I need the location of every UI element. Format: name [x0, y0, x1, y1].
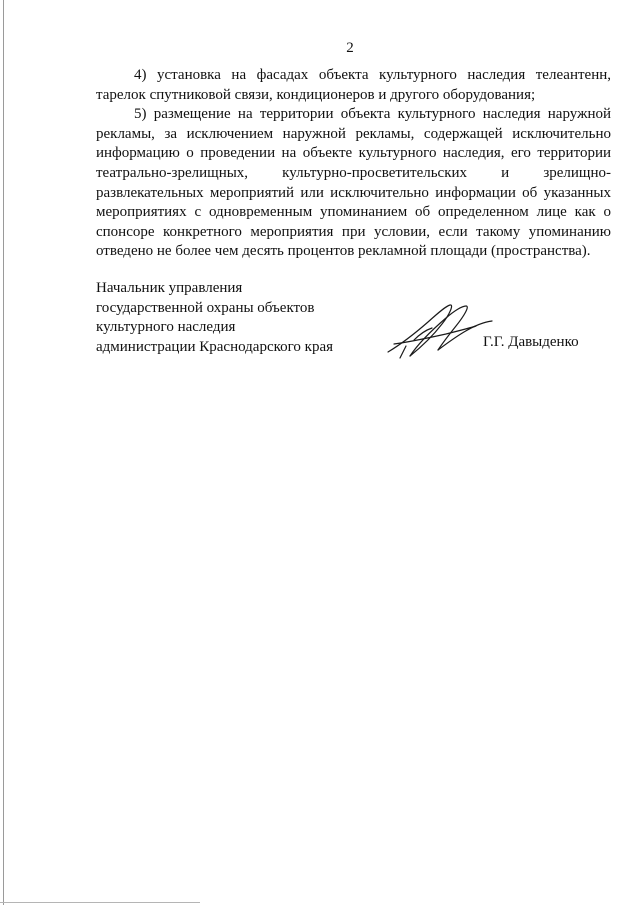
page-number: 2: [346, 40, 354, 56]
signatory-title: [96, 279, 356, 357]
scan-bottom-edge: [0, 902, 200, 903]
signatory-title-line: Начальник управления: [96, 280, 243, 296]
document-body: [96, 66, 611, 262]
paragraph-item-5: 5) размещение на территории объекта культурного наследия наружной рекламы, за исключением наружной рекламы, содержащей исключительно информацию о проведении на объекте культурного наследия, его территории театрально-зрелищных, культурно-просветительских и зрелищно-развлекательных мероприятий или исключительно информации об указанных мероприятиях с одновременным упоминанием об определенном лице как о спонсоре конкретного мероприятия при условии, если такому упоминанию отведено не более чем десять процентов рекламной площади (пространства).: [96, 106, 611, 260]
signatory-name: Г.Г. Давыденко: [483, 334, 579, 350]
handwritten-signature: [384, 300, 496, 362]
signatory-title-line: государственной охраны объектов: [96, 299, 315, 316]
paragraph-item-4: 4) установка на фасадах объекта культурного наследия телеантенн, тарелок спутниковой связи, кондиционеров и другого оборудования;: [96, 67, 611, 103]
scan-left-edge: [3, 0, 4, 905]
signatory-title-line: культурного наследия: [96, 319, 236, 336]
signatory-title-line: администрации Краснодарского края: [96, 338, 334, 355]
